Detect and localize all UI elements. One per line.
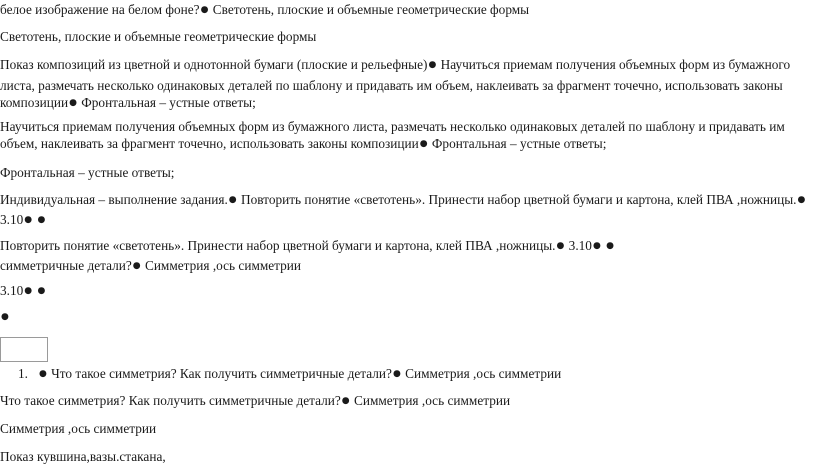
bullet-icon: ● xyxy=(37,286,46,296)
bullet-icon: ● xyxy=(200,5,209,15)
text: Показ кувшина,вазы.стакана, xyxy=(0,449,166,464)
paragraph-10 xyxy=(0,392,812,412)
text: Повторить понятие «светотень». Принести набор цветной бумаги и картона, клей ПВА ,ножницы. xyxy=(237,192,797,207)
text: 3.10 xyxy=(0,283,24,298)
paragraph-4 xyxy=(0,118,812,155)
text: Светотень, плоские и объемные геометрические формы xyxy=(209,2,530,17)
paragraph-7 xyxy=(0,237,812,277)
bullet-icon: ● xyxy=(428,60,437,70)
bullet-icon: ● xyxy=(419,139,428,149)
text: Индивидуальная – выполнение задания. xyxy=(0,192,228,207)
bullet-icon: ● xyxy=(228,195,237,205)
paragraph-6 xyxy=(0,191,812,231)
text: Фронтальная – устные ответы; xyxy=(0,165,175,180)
bullet-icon: ● xyxy=(38,369,47,379)
text: Показ композиций из цветной и однотонной бумаги (плоские и рельефные) xyxy=(0,57,428,72)
text: Симметрия ,ось симметрии xyxy=(0,421,157,436)
text: Светотень, плоские и объемные геометрические формы xyxy=(0,29,317,44)
text: белое изображение на белом фоне? xyxy=(0,2,200,17)
bullet-icon: ● xyxy=(606,241,614,251)
text: Фронтальная – устные ответы; xyxy=(77,95,256,110)
bullet-icon: ● xyxy=(341,396,350,406)
text: 3.10 xyxy=(0,212,24,227)
bullet-icon: ● xyxy=(132,261,141,271)
paragraph-12 xyxy=(0,448,812,465)
text: Что такое симметрия? Как получить симметричные детали? xyxy=(0,393,341,408)
bullet-icon: ● xyxy=(24,215,33,225)
paragraph-9 xyxy=(0,308,812,328)
text: Симметрия ,ось симметрии xyxy=(350,393,511,408)
paragraph-3 xyxy=(0,56,812,115)
text: Что такое симметрия? Как получить симметричные детали? xyxy=(47,366,392,381)
text: 3.10 xyxy=(565,238,592,253)
numbered-list-item xyxy=(18,365,816,385)
bullet-icon: ● xyxy=(24,286,33,296)
bullet-icon: ● xyxy=(69,98,77,108)
paragraph-1 xyxy=(0,1,812,21)
bullet-icon: ● xyxy=(797,195,806,205)
paragraph-11 xyxy=(0,420,812,437)
bullet-icon: ● xyxy=(1,312,9,322)
bullet-icon: ● xyxy=(37,215,46,225)
paragraph-2 xyxy=(0,28,812,45)
bullet-icon: ● xyxy=(592,241,601,251)
text: Научиться приемам получения объемных форм из бумажного листа, размечать несколько одинаковых деталей по шаблону и придавать им объем, наклеивать за фрагмент точечно, использовать законы композиции xyxy=(0,119,785,151)
text: Повторить понятие «светотень». Принести набор цветной бумаги и картона, клей ПВА ,ножницы. xyxy=(0,238,556,253)
text: Симметрия ,ось симметрии xyxy=(141,258,302,273)
empty-frame xyxy=(0,337,48,362)
text: Симметрия ,ось симметрии xyxy=(401,366,562,381)
text: Научиться приемам получения объемных форм из бумажного листа, размечать несколько одинаковых деталей по шаблону и придавать им объем, наклеивать за фрагмент точечно, использовать законы композиции xyxy=(0,57,791,110)
list-number: 1. xyxy=(18,366,28,381)
bullet-icon: ● xyxy=(556,241,565,251)
text: Фронтальная – устные ответы; xyxy=(428,136,607,151)
paragraph-5 xyxy=(0,164,812,181)
text: симметричные детали? xyxy=(0,258,132,273)
bullet-icon: ● xyxy=(392,369,401,379)
paragraph-8 xyxy=(0,282,812,302)
